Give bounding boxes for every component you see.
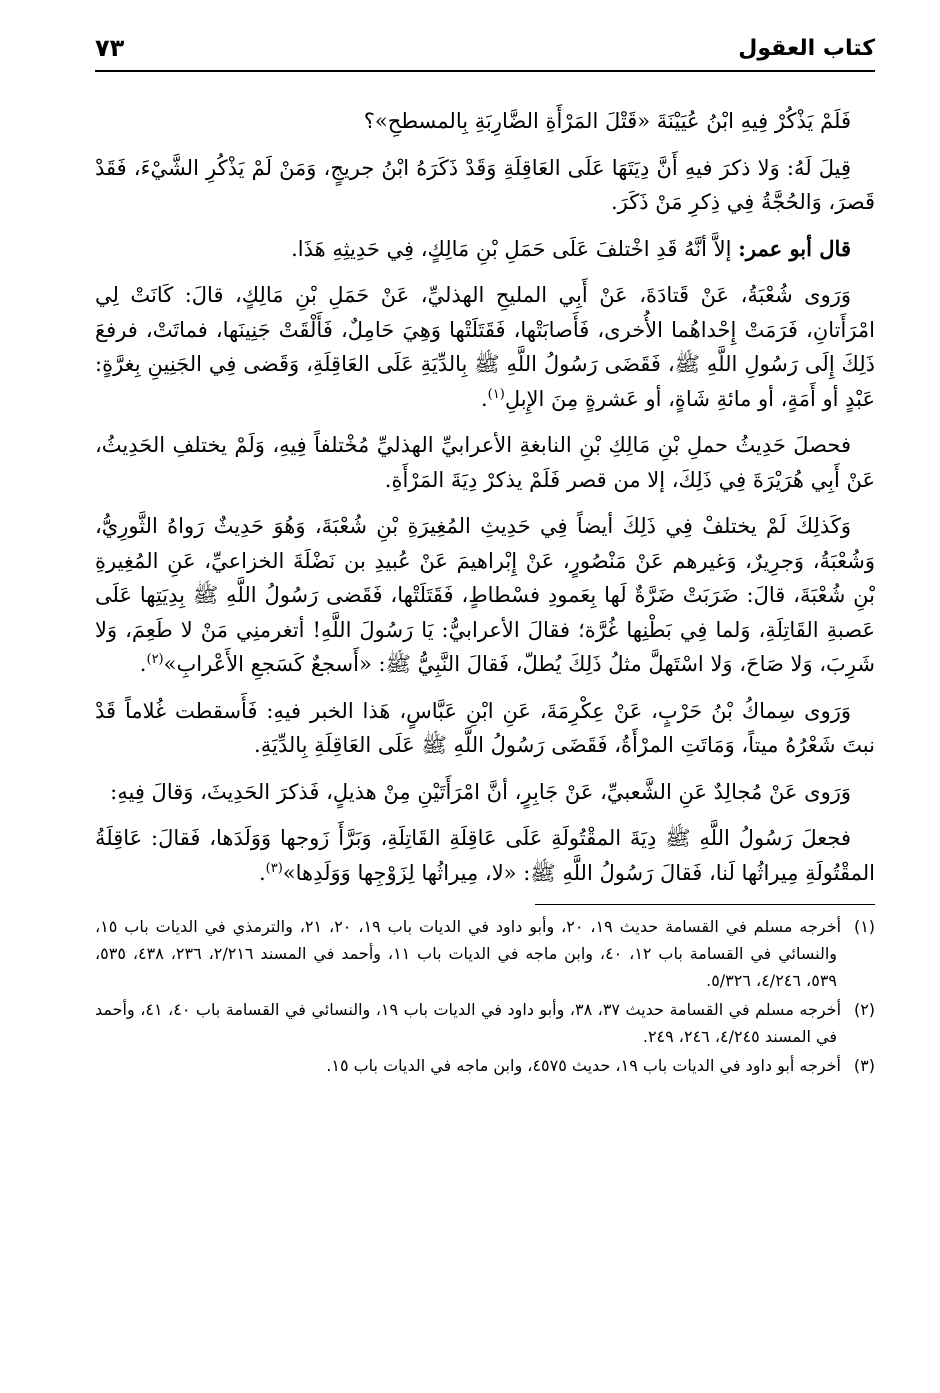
footnote <box>95 913 875 994</box>
paragraph-text: فجعلَ رَسُولُ اللَّهِ ﷺ دِيَةَ المقْتُولَةِ عَلَى عَاقِلَةِ القَاتِلَةِ، وَبَرَّأَ زَوجها وَوَلَدَها، فَقالَ: عَاقِلَةُ المقْتُولَةِ مِيراثُها لَنا، فَقالَ رَسُولُ اللَّهِ ﷺ: «لا، مِيراثُها لِزَوْجِها وَوَلَدِها» <box>95 826 875 885</box>
speaker-label: قال أبو عمر: <box>738 235 851 261</box>
paragraph-text: وَرَوى سِماكُ بْنُ حَرْبٍ، عَنْ عِكْرِمَةَ، عَنِ ابْنِ عَبَّاسٍ، هَذا الخبر فيهِ: فَأَسقطت غُلاماً قَدْ نبتَ شَعْرُهُ ميتاً، وَمَاتَتِ المرْأَةُ، فَقَضَى رَسُولُ اللَّهِ ﷺ عَلَى العَاقِلَةِ بِالدِّيَةِ. <box>95 698 875 757</box>
paragraph <box>95 232 875 267</box>
paragraph-text: إلاَّ أنَّهُ قَدِ اخْتلفَ عَلَى حَمَلِ بْنِ مَالِكٍ، فِي حَدِيثِهِ هَذَا. <box>291 236 739 261</box>
body-text <box>95 104 875 890</box>
paragraph-text: قِيلَ لَهُ: وَلا ذكرَ فيهِ أَنَّ دِيَتَهَا عَلَى العَاقِلَةِ وَقَدْ ذَكَرَهُ ابْنُ جريجٍ، وَمَنْ لَمْ يَذْكُرِ الشَّيْءَ، فَقَدْ قَصرَ، وَالحُجَّةُ فِي ذِكرِ مَنْ ذَكَرَ. <box>95 155 875 214</box>
footnote <box>95 996 875 1050</box>
footnote-text: أخرجه أبو داود في الديات باب ١٩، حديث ٤٥٧٥، وابن ماجه في الديات باب ١٥. <box>326 1056 841 1075</box>
paragraph <box>95 428 875 497</box>
paragraph: فجعلَ رَسُولُ اللَّهِ ﷺ دِيَةَ المقْتُولَةِ عَلَى عَاقِلَةِ القَاتِلَةِ، وَبَرَّأَ زَوجها وَوَلَدَها، فَقالَ: عَاقِلَةُ المقْتُولَةِ مِيراثُها لَنا، فَقالَ رَسُولُ اللَّهِ ﷺ: «لا، مِيراثُها لِزَوْجِها وَوَلَدِها»$^{(٣)}$. <box>95 826 875 885</box>
footnote-ref: (٢) <box>146 652 164 667</box>
book-title: كتاب العقول <box>738 36 875 61</box>
running-head <box>95 30 875 72</box>
paragraph <box>95 151 875 220</box>
footnote-number: (٣) <box>853 1056 875 1075</box>
footnote-number: (١) <box>853 917 876 936</box>
paragraph <box>95 104 875 139</box>
paragraph-text: وَكَذلِكَ لَمْ يختلفْ فِي ذَلِكَ أيضاً فِي حَدِيثِ المُغِيرَةِ بْنِ شُعْبَةَ، وَهُوَ حَدِيثٌ رَواهُ الثَّورِيُّ، وَشُعْبَةُ، وَجرِيرٌ، وَغيرهم عَنْ مَنْصُورٍ، عَنْ إِبْراهيمَ عَنْ عُبيدِ بن نَضْلَةَ الخزاعيِّ، عَنِ المُغِيرةِ بْنِ شُعْبَةَ، قالَ: ضَرَبَتْ ضَرَّةٌ لَها بِعَمودِ فسْطاطٍ، فَقَتَلَتْها، فَقَضى رَسُولُ اللَّهِ ﷺ بِدِيَتِها عَلَى عَصبةِ القَاتِلَةِ، وَلما فِي بَطْنِها غُرَّة؛ فقالَ الأعرابيُّ: يَا رَسُولَ اللَّهِ! أتغرمنِي مَنْ لا طَعِمَ، وَلا شَرِبَ، وَلا صَاحَ، وَلا اسْتَهلَّ مثلُ ذَلِكَ يُطلّ، فَقالَ النَّبِيُّ ﷺ: «أَسجعٌ كَسَجعِ الأَعْرابِ» <box>95 514 875 676</box>
footnote <box>95 1052 875 1079</box>
paragraph-text: وَرَوى عَنْ مُجالِدٌ عَنِ الشَّعبيِّ، عَنْ جَابِرٍ، أنَّ امْرَأَتَيْنِ مِنْ هذيلٍ، فَذكرَ الحَدِيثَ، وَقالَ فِيهِ: <box>110 779 851 804</box>
footnote-text: أخرجه مسلم في القسامة حديث ٣٧، ٣٨، وأبو داود في الديات باب ١٩، والنسائي في القسامة باب ٤٠، ٤١، وأحمد في المسند ٤/٢٤٥، ٢٤٦، ٢٤٩. <box>95 1000 842 1046</box>
footnote-ref: (٣) <box>265 860 283 876</box>
paragraph: وَرَوى شُعْبَةُ، عَنْ قَتادَةَ، عَنْ أَبِي المليحِ الهذليِّ، عَنْ حَمَلِ بْنِ مَالِكٍ، قالَ: كَانَتْ لِي امْرَأَتانِ، فَرَمَتْ إِحْداهُما الأُخرى، فَأَصابَتْها، فَقَتَلَتْها وَهِيَ حَامِلٌ، فَأَلْقَتْ جَنِينَها، فماتَتْ، فرفعَ ذَلِكَ إِلَى رَسُولِ اللَّهِ ﷺ، فَقَضَى رَسُولُ اللَّهِ ﷺ بِالدِّيَةِ عَلَى العَاقِلَةِ، وَقَضى فِي الجَنِينِ بِغرَّةٍ: عَبْدٍ أو أَمَةٍ، أو مائةِ شَاةٍ، أو عَشرةٍ مِنَ الإِبلِ$^{(١)}$. <box>95 283 875 411</box>
paragraph <box>95 694 875 763</box>
footnote-separator <box>535 904 875 905</box>
paragraph-text: وَرَوى شُعْبَةُ، عَنْ قَتادَةَ، عَنْ أَبِي المليحِ الهذليِّ، عَنْ حَمَلِ بْنِ مَالِكٍ، قالَ: كَانَتْ لِي امْرَأَتانِ، فَرَمَتْ إِحْداهُما الأُخرى، فَأَصابَتْها، فَقَتَلَتْها وَهِيَ حَامِلٌ، فَأَلْقَتْ جَنِينَها، فماتَتْ، فرفعَ ذَلِكَ إِلَى رَسُولِ اللَّهِ ﷺ، فَقَضَى رَسُولُ اللَّهِ ﷺ بِالدِّيَةِ عَلَى العَاقِلَةِ، وَقَضى فِي الجَنِينِ بِغرَّةٍ: عَبْدٍ أو أَمَةٍ، أو مائةِ شَاةٍ، أو عَشرةٍ مِنَ الإِبلِ <box>95 283 875 411</box>
footnotes <box>95 904 875 1079</box>
footnote-text: أخرجه مسلم في القسامة حديث ١٩، ٢٠، وأبو داود في الديات باب ١٩، ٢٠، ٢١، والترمذي في الديات باب ١٥، والنسائي في القسامة باب ١٢، ٤٠، وابن ماجه في الديات باب ١١، وأحمد في المسند ٢/٢١٦، ٢٣٦، ٤٣٨، ٥٣٥، ٥٣٩، ٤/٢٤٦، ٥/٣٢٦. <box>95 917 842 990</box>
paragraph-text: فَلَمْ يَذْكُرْ فِيهِ ابْنُ عُيَيْنَةَ «قَتْلَ المَرْأَةِ الضَّارِبَةِ بِالمسطحِ»؟ <box>363 109 851 133</box>
book-page <box>95 30 875 1370</box>
paragraph <box>95 775 875 810</box>
page-number: ٧٣ <box>95 34 125 62</box>
paragraph-text: فحصلَ حَدِيثُ حملِ بْنِ مَالِكِ بْنِ النابغةِ الأعرابيِّ الهذليِّ مُخْتلفاً فِيهِ، وَلَمْ يختلفِ الحَدِيثُ، عَنْ أَبِي هُرَيْرَةَ فِي ذَلِكَ، إلا من قصر فَلَمْ يذكرْ دِيَةَ المَرْأَةِ. <box>95 433 875 492</box>
footnote-ref: (١) <box>487 386 505 402</box>
paragraph: وَكَذلِكَ لَمْ يختلفْ فِي ذَلِكَ أيضاً فِي حَدِيثِ المُغِيرَةِ بْنِ شُعْبَةَ، وَهُوَ حَدِيثٌ رَواهُ الثَّورِيُّ، وَشُعْبَةُ، وَجرِيرٌ، وَغيرهم عَنْ مَنْصُورٍ، عَنْ إِبْراهيمَ عَنْ عُبيدِ بن نَضْلَةَ الخزاعيِّ، عَنِ المُغِيرةِ بْنِ شُعْبَةَ، قالَ: ضَرَبَتْ ضَرَّةٌ لَها بِعَمودِ فسْطاطٍ، فَقَتَلَتْها، فَقَضى رَسُولُ اللَّهِ ﷺ بِدِيَتِها عَلَى عَصبةِ القَاتِلَةِ، وَلما فِي بَطْنِها غُرَّة؛ فقالَ الأعرابيُّ: يَا رَسُولَ اللَّهِ! أتغرمنِي مَنْ لا طَعِمَ، وَلا شَرِبَ، وَلا صَاحَ، وَلا اسْتَهلَّ مثلُ ذَلِكَ يُطلّ، فَقالَ النَّبِيُّ ﷺ: «أَسجعٌ كَسَجعِ الأَعْرابِ»$^{(٢)}$. <box>95 514 875 676</box>
footnote-number: (٢) <box>853 1000 876 1019</box>
